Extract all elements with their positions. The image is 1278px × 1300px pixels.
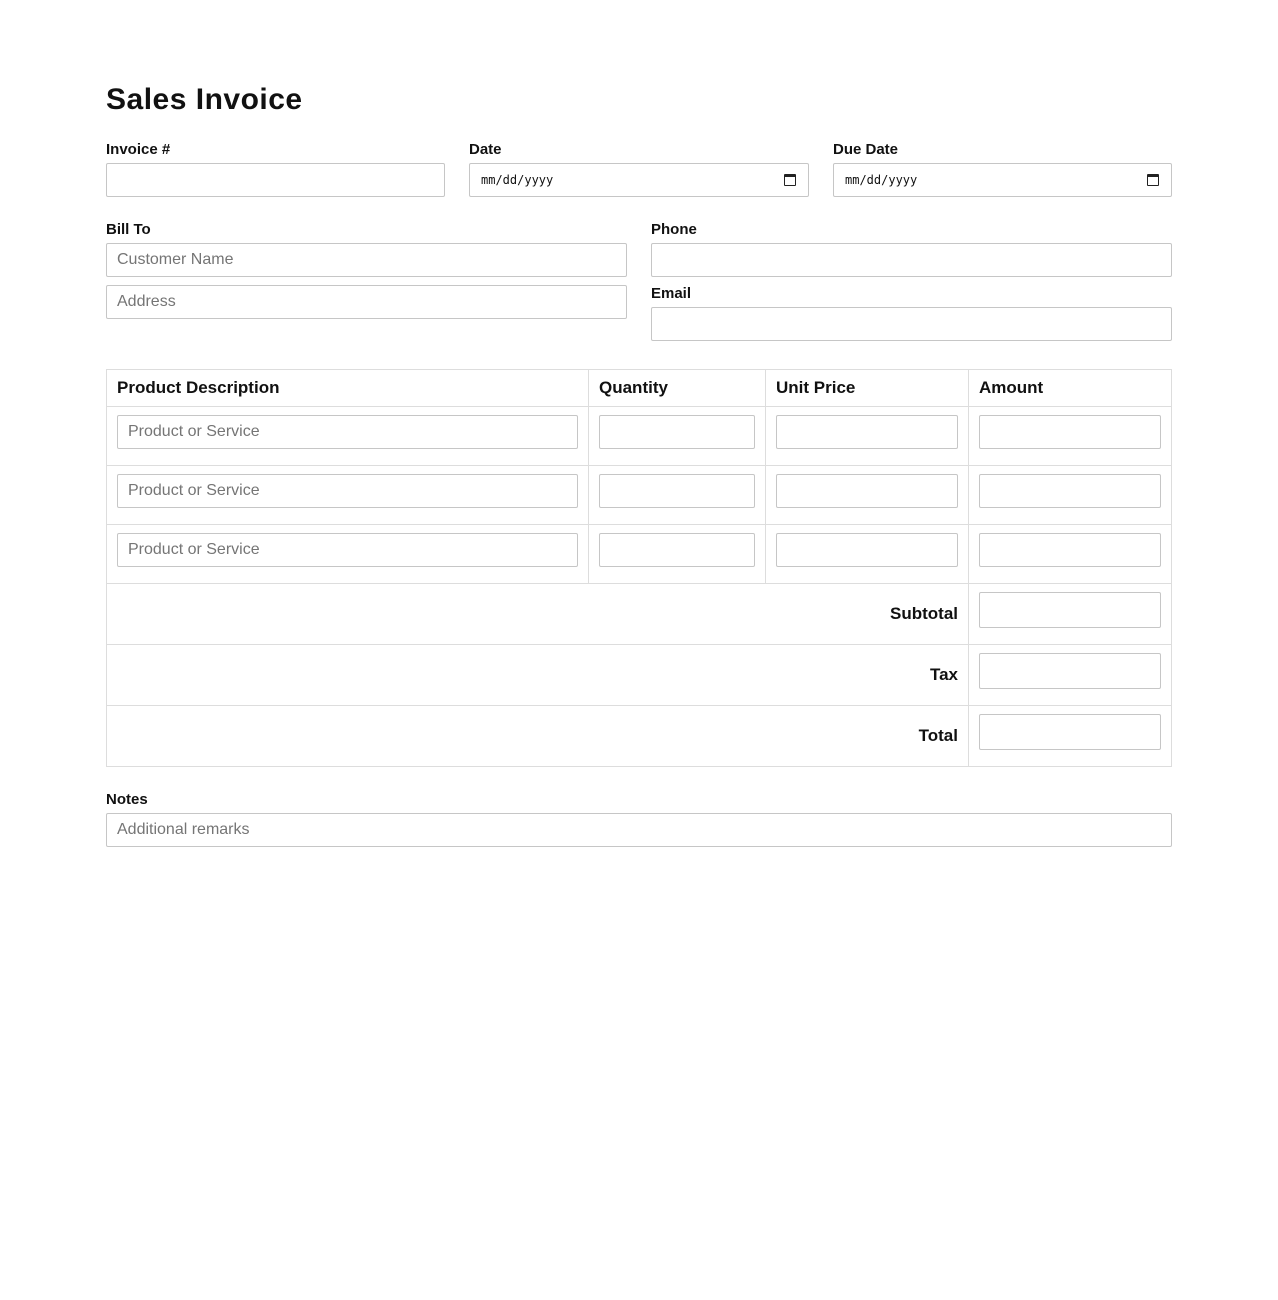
invoice-number-input[interactable] bbox=[106, 163, 445, 197]
phone-input[interactable] bbox=[651, 243, 1172, 277]
row-1-amount-input[interactable] bbox=[979, 415, 1161, 449]
subtotal-input[interactable] bbox=[979, 592, 1161, 628]
row-3-quantity-input[interactable] bbox=[599, 533, 755, 567]
table-divider bbox=[107, 644, 1171, 645]
due-date-input-text: mm/dd/yyyy bbox=[845, 173, 918, 187]
address-input[interactable] bbox=[106, 285, 627, 319]
table-divider bbox=[765, 370, 766, 584]
table-divider bbox=[107, 465, 1171, 466]
date-input[interactable] bbox=[469, 163, 809, 197]
tax-input[interactable] bbox=[979, 653, 1161, 689]
due-date-label: Due Date bbox=[833, 141, 899, 158]
bill-to-label: Bill To bbox=[106, 221, 151, 238]
total-label: Total bbox=[918, 726, 958, 745]
row-2-amount-input[interactable] bbox=[979, 474, 1161, 508]
row-1-description-input[interactable] bbox=[117, 415, 578, 449]
table-divider bbox=[107, 524, 1171, 525]
table-divider bbox=[107, 583, 1171, 584]
row-2-quantity-input[interactable] bbox=[599, 474, 755, 508]
row-2-description-input[interactable] bbox=[117, 474, 578, 508]
total-input[interactable] bbox=[979, 714, 1161, 750]
calendar-icon[interactable] bbox=[1147, 174, 1159, 186]
calendar-icon[interactable] bbox=[784, 174, 796, 186]
header-unit-price: Unit Price bbox=[776, 378, 856, 397]
row-1-quantity-input[interactable] bbox=[599, 415, 755, 449]
row-3-description-input[interactable] bbox=[117, 533, 578, 567]
page-title: Sales Invoice bbox=[106, 83, 303, 116]
table-divider bbox=[107, 705, 1171, 706]
due-date-input[interactable] bbox=[833, 163, 1172, 197]
customer-name-input[interactable] bbox=[106, 243, 627, 277]
date-label: Date bbox=[469, 141, 502, 158]
subtotal-label: Subtotal bbox=[890, 604, 958, 623]
row-3-amount-input[interactable] bbox=[979, 533, 1161, 567]
row-3-unit-price-input[interactable] bbox=[776, 533, 958, 567]
table-divider bbox=[107, 406, 1171, 407]
email-label: Email bbox=[651, 285, 692, 302]
table-divider bbox=[968, 370, 969, 766]
line-items-table bbox=[106, 369, 1172, 767]
row-1-unit-price-input[interactable] bbox=[776, 415, 958, 449]
header-quantity: Quantity bbox=[599, 378, 668, 397]
header-product-description: Product Description bbox=[117, 378, 280, 397]
email-input[interactable] bbox=[651, 307, 1172, 341]
notes-label: Notes bbox=[106, 791, 148, 808]
date-input-text: mm/dd/yyyy bbox=[481, 173, 554, 187]
row-2-unit-price-input[interactable] bbox=[776, 474, 958, 508]
tax-label: Tax bbox=[929, 665, 958, 684]
table-divider bbox=[588, 370, 589, 584]
phone-label: Phone bbox=[651, 221, 697, 238]
invoice-number-label: Invoice # bbox=[106, 141, 171, 158]
notes-input[interactable] bbox=[106, 813, 1172, 847]
header-amount: Amount bbox=[979, 378, 1044, 397]
